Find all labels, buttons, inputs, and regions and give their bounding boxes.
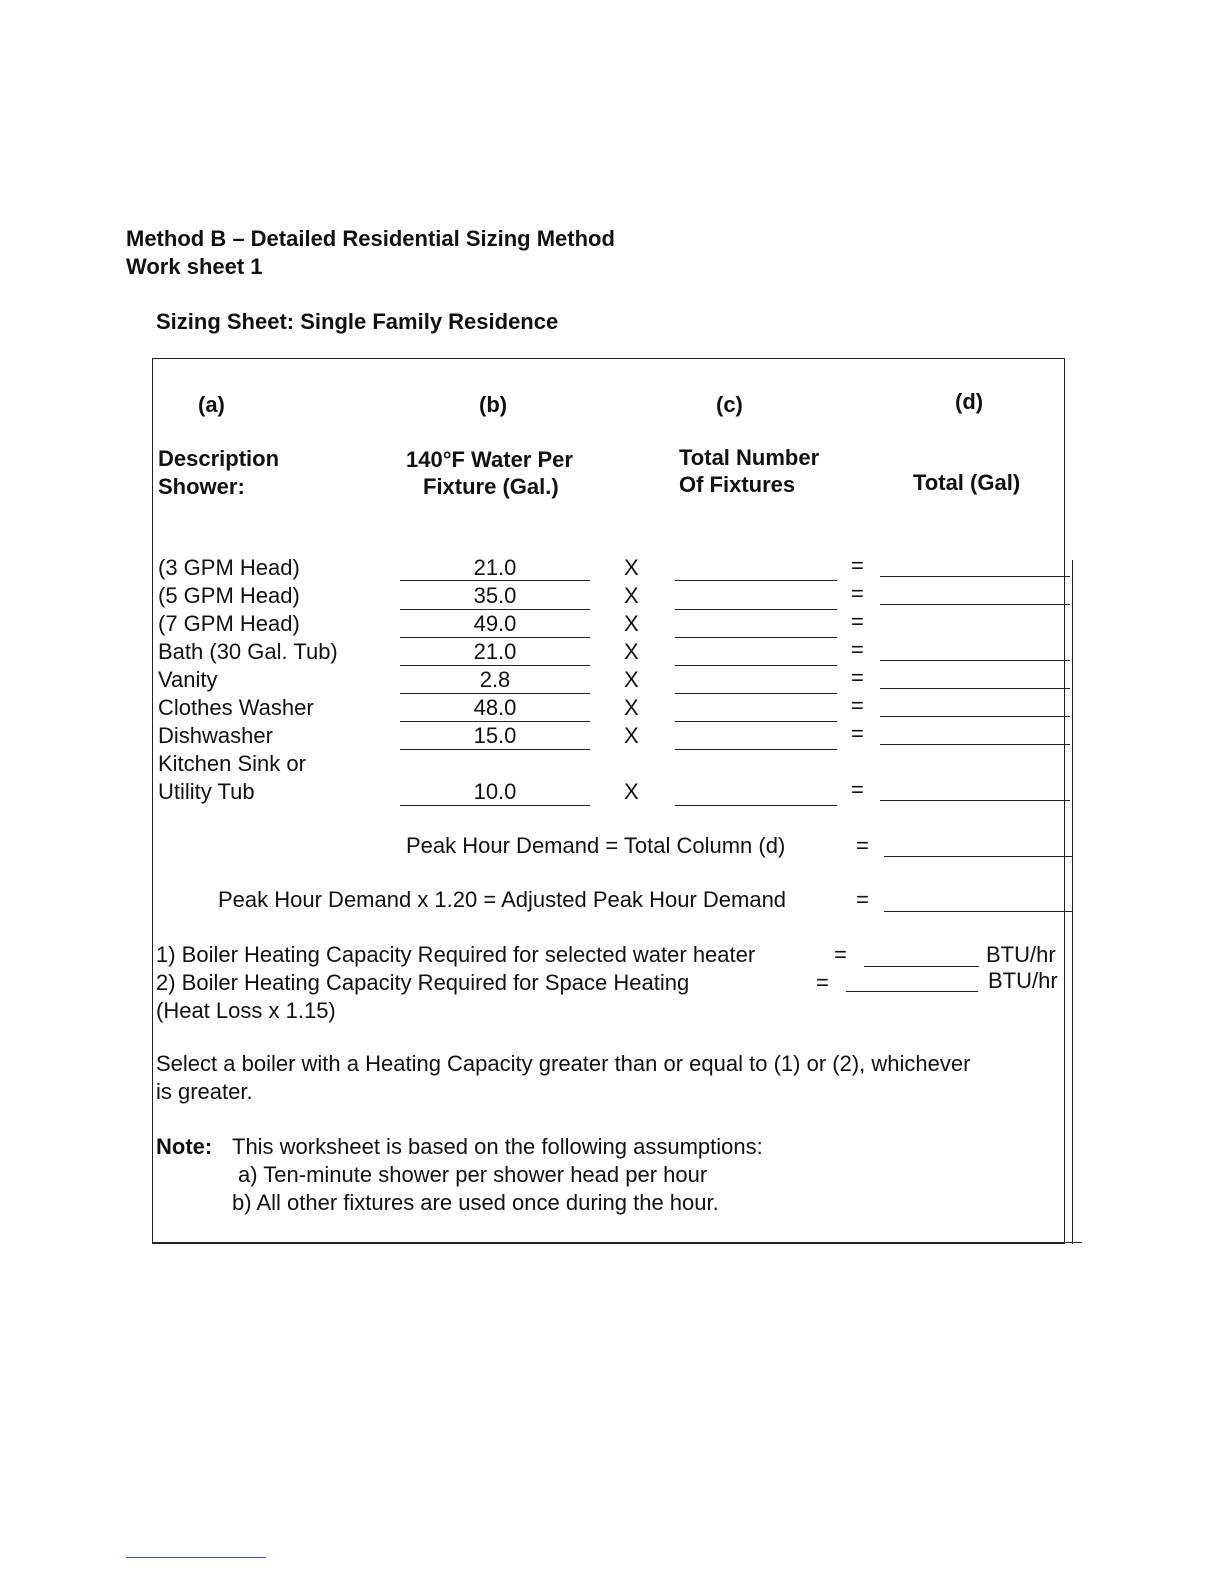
note-text: This worksheet is based on the following assumptions: [232, 1134, 763, 1159]
fixtures-count-blank[interactable] [675, 749, 837, 750]
fixtures-count-blank[interactable] [675, 637, 837, 638]
gallons-underline [400, 637, 590, 638]
row-gallons: 21.0 [473, 555, 517, 580]
fixtures-count-blank[interactable] [675, 665, 837, 666]
row-gallons: 35.0 [473, 583, 517, 608]
boiler-capacity-space-heating-label: 2) Boiler Heating Capacity Required for Space Heating [156, 970, 690, 995]
fixtures-count-blank[interactable] [675, 580, 837, 581]
multiply-sign: X [624, 779, 639, 804]
gallons-underline [400, 665, 590, 666]
column-c-header-line2: Of Fixtures [679, 472, 796, 497]
total-gallons-blank[interactable] [880, 604, 1070, 605]
sizing-sheet-title: Sizing Sheet: Single Family Residence [156, 309, 559, 334]
total-gallons-blank[interactable] [880, 744, 1070, 745]
multiply-sign: X [624, 695, 639, 720]
column-a-header: Description [158, 446, 280, 471]
peak-hour-demand-label: Peak Hour Demand = Total Column (d) [406, 833, 786, 858]
heat-loss-note: (Heat Loss x 1.15) [156, 998, 336, 1023]
equals-sign: = [851, 553, 864, 578]
boiler-line2-equals: = [816, 970, 829, 995]
column-d-header: Total (Gal) [913, 470, 1021, 495]
multiply-sign: X [624, 723, 639, 748]
row-description: Vanity [158, 667, 218, 692]
row-gallons: 2.8 [479, 667, 511, 692]
multiply-sign: X [624, 583, 639, 608]
equals-sign: = [851, 693, 864, 718]
fixtures-count-blank[interactable] [675, 609, 837, 610]
row-gallons: 15.0 [473, 723, 517, 748]
row-description: (5 GPM Head) [158, 583, 300, 608]
frame-bottom-edge [152, 1242, 1082, 1243]
row-description: Clothes Washer [158, 695, 314, 720]
footer-rule [126, 1557, 266, 1558]
btu-unit-line2: BTU/hr [988, 968, 1058, 993]
adjusted-peak-demand-blank[interactable] [884, 911, 1072, 912]
multiply-sign: X [624, 667, 639, 692]
document-title: Method B – Detailed Residential Sizing Method [126, 226, 615, 251]
column-a-letter: (a) [198, 392, 225, 417]
selection-instruction-line1: Select a boiler with a Heating Capacity greater than or equal to (1) or (2), whichever [156, 1051, 971, 1076]
assumption-b: b) All other fixtures are used once during the hour. [232, 1190, 719, 1215]
equals-sign: = [851, 637, 864, 662]
column-b-letter: (b) [479, 392, 508, 417]
boiler-water-heater-blank[interactable] [864, 966, 979, 967]
selection-instruction-line2: is greater. [156, 1079, 253, 1104]
row-gallons: 48.0 [473, 695, 517, 720]
peak-hour-demand-blank[interactable] [884, 856, 1072, 857]
row-description-line2: Utility Tub [158, 779, 255, 804]
equals-sign: = [851, 721, 864, 746]
column-c-letter: (c) [716, 392, 743, 417]
equals-sign: = [851, 609, 864, 634]
row-gallons: 21.0 [473, 639, 517, 664]
equals-sign: = [851, 665, 864, 690]
row-gallons: 10.0 [473, 779, 517, 804]
fixtures-count-blank[interactable] [675, 693, 837, 694]
boiler-capacity-water-heater-label: 1) Boiler Heating Capacity Required for selected water heater [156, 942, 756, 967]
btu-unit-line1: BTU/hr [986, 942, 1056, 967]
gallons-underline [400, 805, 590, 806]
adjusted-equals-sign: = [856, 887, 869, 912]
gallons-underline [400, 721, 590, 722]
row-description: Bath (30 Gal. Tub) [158, 639, 338, 664]
shower-label: Shower: [158, 474, 245, 499]
boiler-line1-equals: = [834, 942, 847, 967]
column-b-header-line2: Fixture (Gal.) [423, 474, 559, 499]
row-description: Dishwasher [158, 723, 273, 748]
row-description: Kitchen Sink or [158, 751, 306, 776]
multiply-sign: X [624, 639, 639, 664]
gallons-underline [400, 609, 590, 610]
multiply-sign: X [624, 611, 639, 636]
fixtures-count-blank[interactable] [675, 805, 837, 806]
row-description: (7 GPM Head) [158, 611, 300, 636]
total-gallons-blank[interactable] [880, 576, 1070, 577]
column-d-letter: (d) [955, 389, 984, 414]
gallons-underline [400, 749, 590, 750]
row-gallons: 49.0 [473, 611, 517, 636]
note-label: Note: [156, 1134, 213, 1159]
fixtures-count-blank[interactable] [675, 721, 837, 722]
peak-equals-sign: = [856, 833, 869, 858]
equals-sign: = [851, 777, 864, 802]
total-gallons-blank[interactable] [880, 716, 1070, 717]
column-b-header-line1: 140°F Water Per [406, 447, 573, 472]
worksheet-number: Work sheet 1 [126, 254, 263, 279]
gallons-underline [400, 693, 590, 694]
equals-sign: = [851, 581, 864, 606]
assumption-a: a) Ten-minute shower per shower head per hour [238, 1162, 708, 1187]
row-description: (3 GPM Head) [158, 555, 300, 580]
gallons-underline [400, 580, 590, 581]
total-gallons-blank[interactable] [880, 688, 1070, 689]
total-gallons-blank[interactable] [880, 660, 1070, 661]
column-c-header-line1: Total Number [679, 445, 820, 470]
adjusted-peak-demand-label: Peak Hour Demand x 1.20 = Adjusted Peak Hour Demand [218, 887, 787, 912]
total-gallons-blank[interactable] [880, 800, 1070, 801]
boiler-space-heating-blank[interactable] [846, 991, 978, 992]
multiply-sign: X [624, 555, 639, 580]
frame-right-edge [1072, 560, 1073, 1244]
